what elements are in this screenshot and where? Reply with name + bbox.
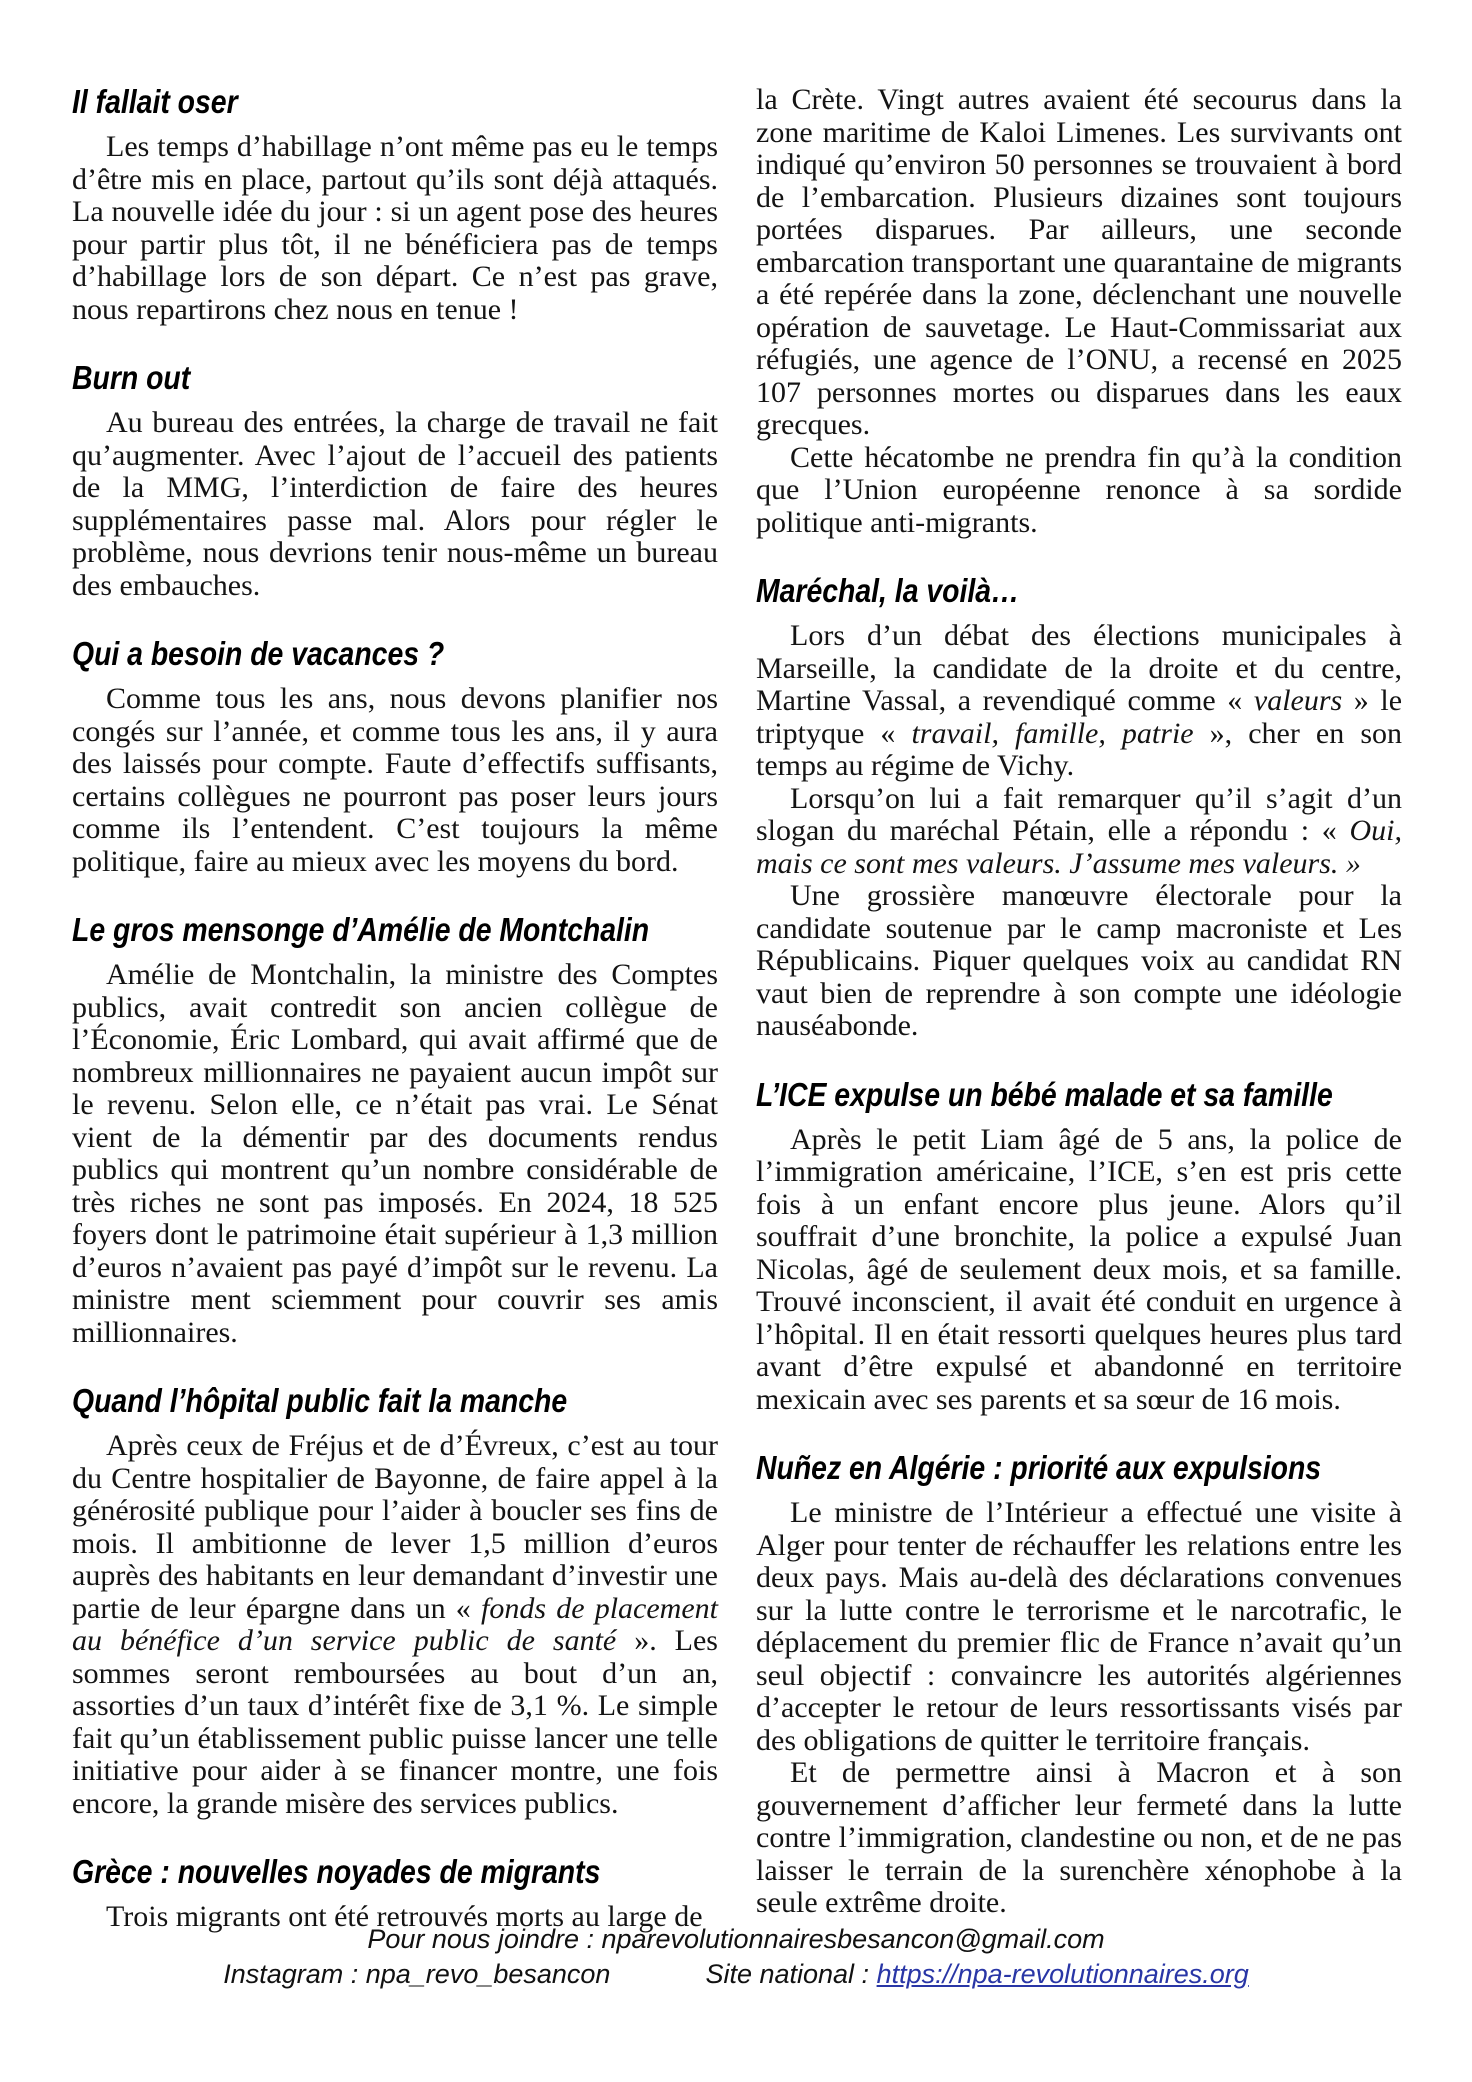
heading-grece-noyades-de-migrants: Grèce : nouvelles noyades de migrants	[72, 1853, 601, 1890]
heading-ice-expulse-un-bebe: L’ICE expulse un bébé malade et sa famille	[756, 1075, 1333, 1113]
paragraph: Comme tous les ans, nous devons planifier nos congés sur l’année, et comme tous les ans, il y aura des laissés pour compte. Faute d’effectifs suffisants, certains collègues ne pourront pas poser leurs jours comme ils l’entendent. C’est toujours la même politique, faire au mieux avec les moyens du bord.	[72, 682, 718, 878]
footer	[0, 1922, 1472, 1992]
paragraph: Les temps d’habillage n’ont même pas eu le temps d’être mis en place, partout qu’ils sont déjà attaqués. La nouvelle idée du jour : si un agent pose des heures pour partir plus tôt, il ne bénéficiera pas de temps d’habillage lors de son départ. Ce n’est pas grave, nous repartirons chez nous en tenue !	[72, 130, 718, 326]
site-link[interactable]: https://npa-revolutionnaires.org	[876, 1959, 1249, 1989]
paragraph: Amélie de Montchalin, la ministre des Comptes publics, avait contredit son ancien collègue de l’Économie, Éric Lombard, qui avait affirmé que de nombreux millionnaires ne payaient aucun impôt sur le revenu. Selon elle, ce n’était pas vrai. Le Sénat vient de la démentir par des documents rendus publics qui montrent qu’un nombre considérable de très riches ne sont pas imposés. En 2024, 18 525 foyers dont le patrimoine était supérieur à 1,3 million d’euros n’avaient pas payé d’impôt sur le revenu. La ministre ment sciemment pour couvrir ses amis millionnaires.	[72, 958, 718, 1349]
column-right	[756, 84, 1402, 1920]
paragraph: Après ceux de Fréjus et de d’Évreux, c’est au tour du Centre hospitalier de Bayonne, de faire appel à la générosité publique pour l’aider à boucler ses fins de mois. Il ambitionne de lever 1,5 million d’euros auprès des habitants en leur demandant d’investir une partie de leur épargne dans un « fonds de placement au bénéfice d’un service public de santé ». Les sommes seront remboursées au bout d’un an, assorties d’un taux d’intérêt fixe de 3,1 %. Le simple fait qu’un établissement public puisse lancer une telle initiative pour aider à se financer montre, une fois encore, la grande misère des services publics.	[72, 1429, 718, 1820]
footer-site-label: Site national :	[705, 1959, 877, 1989]
column-left	[72, 84, 718, 1934]
paragraph: Une grossière manœuvre électorale pour la candidate soutenue par le camp macroniste et Les Républicains. Piquer quelques voix au candidat RN vaut bien de reprendre à son compte une idéologie nauséabonde.	[756, 879, 1402, 1042]
heading-il-fallait-oser: Il fallait oser	[72, 83, 238, 120]
paragraph: Au bureau des entrées, la charge de travail ne fait qu’augmenter. Avec l’ajout de l’accueil des patients de la MMG, l’interdiction de faire des heures supplémentaires passe mal. Alors pour régler le problème, nous devrions tenir nous-même un bureau des embauches.	[72, 406, 718, 602]
footer-contact-line: Pour nous joindre : nparevolutionnairesbesancon@gmail.com	[367, 1924, 1105, 1954]
heading-le-gros-mensonge: Le gros mensonge d’Amélie de Montchalin	[72, 911, 650, 948]
heading-quand-l-hopital-fait-la-manche: Quand l’hôpital public fait la manche	[72, 1382, 568, 1419]
heading-qui-a-besoin-de-vacances: Qui a besoin de vacances ?	[72, 635, 445, 672]
paragraph: Le ministre de l’Intérieur a effectué une visite à Alger pour tenter de réchauffer les relations entre les deux pays. Mais au-delà des déclarations convenues sur la lutte contre le terrorisme et le narcotrafic, le déplacement du premier flic de France n’avait qu’un seul objectif : convaincre les autorités algériennes d’accepter le retour de leurs ressortissants visés par des obligations de quitter le territoire français.	[756, 1496, 1402, 1757]
footer-site	[705, 1957, 1248, 1992]
two-column-layout	[72, 84, 1402, 1934]
paragraph: Après le petit Liam âgé de 5 ans, la police de l’immigration américaine, l’ICE, s’en est pris cette fois à un enfant encore plus jeune. Alors qu’il souffrait d’une bronchite, la police a expulsé Juan Nicolas, âgé de seulement deux mois, et sa famille. Trouvé inconscient, il avait été conduit en urgence à l’hôpital. Il en était ressorti quelques heures plus tard avant d’être expulsé et abandonné en territoire mexicain avec ses parents et sa sœur de 16 mois.	[756, 1122, 1402, 1416]
footer-links-line	[0, 1957, 1472, 1992]
paragraph: Cette hécatombe ne prendra fin qu’à la condition que l’Union européenne renonce à sa sordide politique anti-migrants.	[756, 440, 1402, 539]
paragraph: Lors d’un débat des élections municipales à Marseille, la candidate de la droite et du centre, Martine Vassal, a revendiqué comme « valeurs » le triptyque « travail, famille, patrie », cher en son temps au régime de Vichy.	[756, 619, 1403, 782]
footer-instagram: Instagram : npa_revo_besancon	[223, 1959, 611, 1989]
heading-nunez-en-algerie: Nuñez en Algérie : priorité aux expulsions	[756, 1449, 1322, 1486]
paragraph: Lorsqu’on lui a fait remarquer qu’il s’agit d’un slogan du maréchal Pétain, elle a répondu : « Oui, mais ce sont mes valeurs. J’assume mes valeurs. »	[756, 781, 1402, 880]
paragraph: Et de permettre ainsi à Macron et à son gouvernement d’afficher leur fermeté dans la lutte contre l’immigration, clandestine ou non, et de ne pas laisser le terrain de la surenchère xénophobe à la seule extrême droite.	[756, 1756, 1402, 1919]
paragraph-continuation: la Crète. Vingt autres avaient été secourus dans la zone maritime de Kaloi Limenes. Les survivants ont indiqué qu’environ 50 personnes se trouvaient à bord de l’embarcation. Plusieurs dizaines sont toujours portées disparues. Par ailleurs, une seconde embarcation transportant une quarantaine de migrants a été repérée dans la zone, déclenchant une nouvelle opération de sauvetage. Le Haut-Commissariat aux réfugiés, une agence de l’ONU, a recensé en 2025 107 personnes mortes ou disparues dans les eaux grecques.	[756, 83, 1402, 441]
paragraph: Trois migrants ont été retrouvés morts au large de	[106, 1900, 703, 1933]
heading-burn-out: Burn out	[72, 359, 191, 396]
heading-marechal-la-voila: Maréchal, la voilà…	[756, 572, 1020, 609]
